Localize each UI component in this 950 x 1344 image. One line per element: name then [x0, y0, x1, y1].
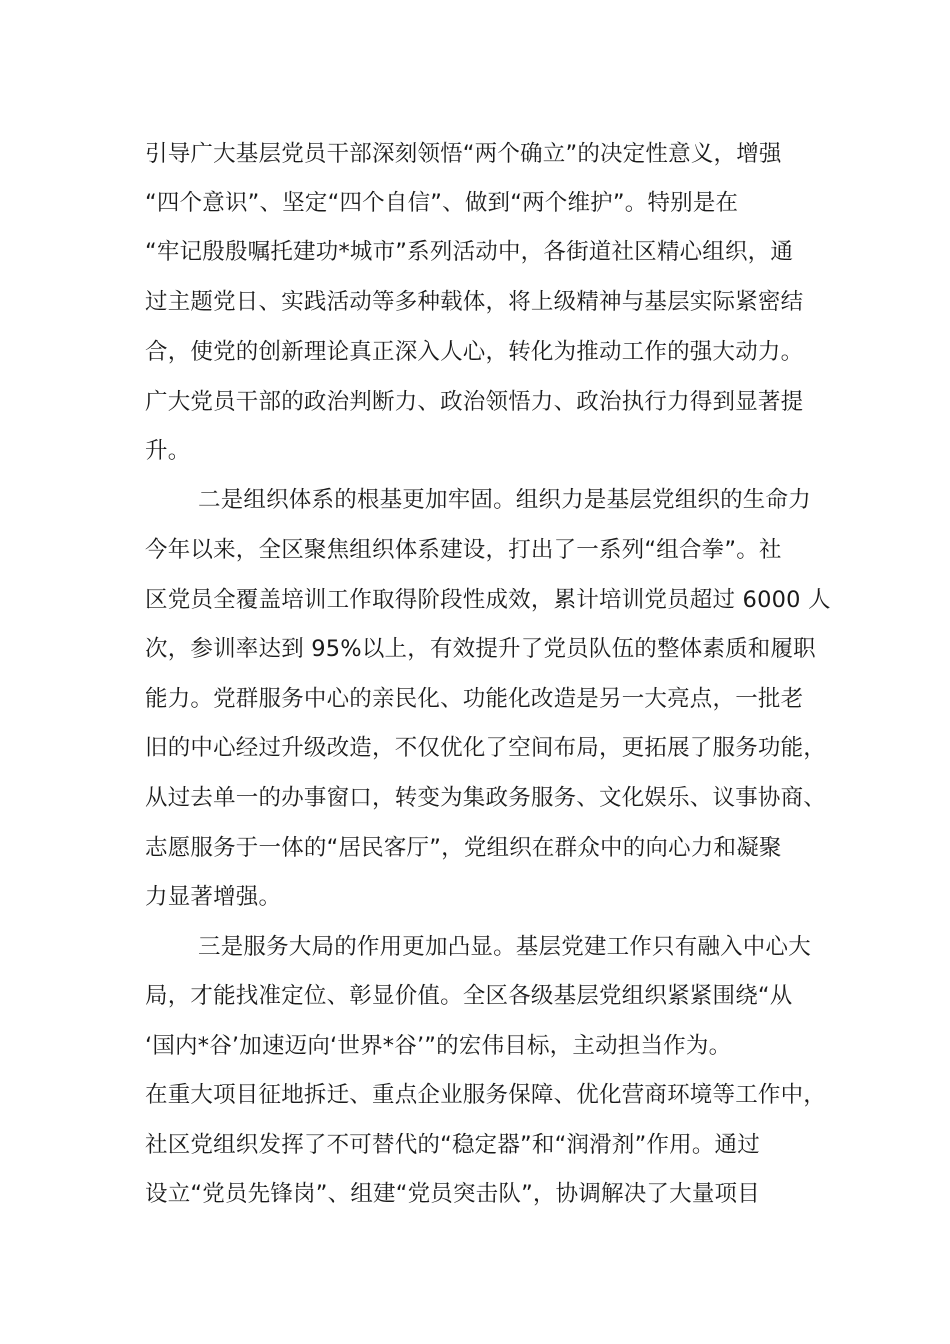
p1-line-2: “四个意识”、坚定“四个自信”、做到“两个维护”。特别是在: [145, 190, 739, 216]
p3-line-1: 三是服务大局的作用更加凸显。基层党建工作只有融入中心大: [198, 934, 811, 960]
p2-line-7: 从过去单一的办事窗口，转变为集政务服务、文化娱乐、议事协商、: [145, 785, 827, 811]
p2-line-3: 区党员全覆盖培训工作取得阶段性成效，累计培训党员超过 6000 人: [145, 587, 831, 613]
p3-line-6: 设立“党员先锋岗”、组建“党员突击队”，协调解决了大量项目: [145, 1181, 760, 1207]
p3-line-3: ‘国内*谷’加速迈向‘世界*谷’”的宏伟目标，主动担当作为。: [145, 1033, 732, 1059]
p3-line-2: 局，才能找准定位、彰显价值。全区各级基层党组织紧紧围绕“从: [145, 983, 793, 1009]
p2-line-6: 旧的中心经过升级改造，不仅优化了空间布局，更拓展了服务功能，: [145, 735, 827, 761]
p3-line-5: 社区党组织发挥了不可替代的“稳定器”和“润滑剂”作用。通过: [145, 1132, 760, 1158]
p1-line-4: 过主题党日、实践活动等多种载体，将上级精神与基层实际紧密结: [145, 289, 804, 315]
p1-line-1: 引导广大基层党员干部深刻领悟“两个确立”的决定性意义，增强: [145, 141, 782, 167]
p2-line-2: 今年以来，全区聚焦组织体系建设，打出了一系列“组合拳”。社: [145, 537, 782, 563]
p2-line-4: 次，参训率达到 95%以上，有效提升了党员队伍的整体素质和履职: [145, 636, 816, 662]
p1-line-6: 广大党员干部的政治判断力、政治领悟力、政治执行力得到显著提: [145, 389, 804, 415]
p1-line-5: 合，使党的创新理论真正深入人心，转化为推动工作的强大动力。: [145, 339, 804, 365]
p1-line-7: 升。: [145, 438, 191, 464]
p3-line-4: 在重大项目征地拆迁、重点企业服务保障、优化营商环境等工作中，: [145, 1082, 827, 1108]
p1-line-3: “牢记殷殷嘱托建功*城市”系列活动中，各街道社区精心组织，通: [145, 239, 794, 265]
p2-line-9: 力显著增强。: [145, 884, 282, 910]
p2-line-1: 二是组织体系的根基更加牢固。组织力是基层党组织的生命力: [198, 487, 811, 513]
p2-line-8: 志愿服务于一体的“居民客厅”，党组织在群众中的向心力和凝聚: [145, 835, 782, 861]
p2-line-5: 能力。党群服务中心的亲民化、功能化改造是另一大亮点，一批老: [145, 686, 804, 712]
